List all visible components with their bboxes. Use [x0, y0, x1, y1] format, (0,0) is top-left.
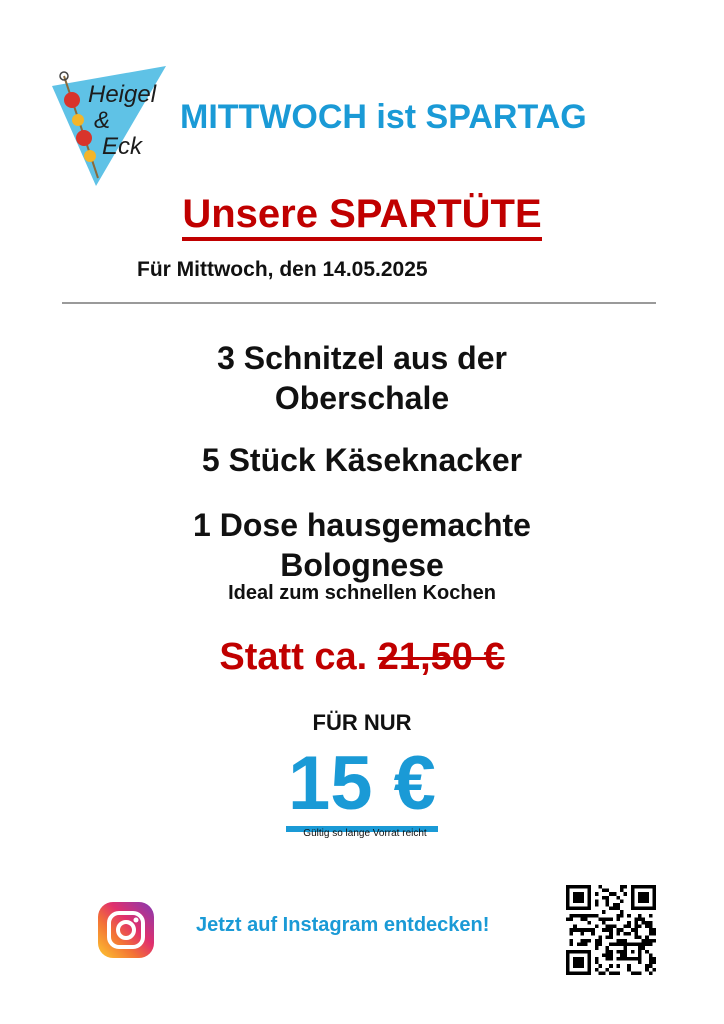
offer-item-1-line1: 3 Schnitzel aus der: [217, 340, 507, 376]
date-line: Für Mittwoch, den 14.05.2025: [137, 258, 428, 281]
offer-item-3-note: Ideal zum schnellen Kochen: [228, 582, 496, 604]
logo-text-line3: Eck: [102, 133, 143, 160]
validity-note: [0, 828, 724, 839]
logo-text-line1: Heigel: [88, 81, 157, 108]
brand-logo: [50, 62, 168, 186]
page-title-text: Unsere SPARTÜTE: [182, 192, 541, 241]
offer-label: FÜR NUR: [312, 710, 412, 735]
offer-item-1: [0, 338, 724, 418]
offer-item-3-line1: 1 Dose hausgemachte: [193, 507, 531, 543]
offer-price-text: 15 €: [286, 741, 438, 832]
divider: [62, 302, 656, 304]
logo-text-line2: &: [94, 107, 111, 134]
validity-note-text: Gültig so lange Vorrat reicht: [303, 828, 427, 839]
offer-item-3: [0, 505, 724, 585]
qr-code-icon: [566, 885, 656, 975]
old-price: [0, 636, 724, 679]
instagram-link[interactable]: Jetzt auf Instagram entdecken!: [196, 914, 490, 936]
instagram-icon[interactable]: [96, 900, 156, 960]
offer-price: [0, 741, 724, 826]
offer-item-3-line2: Bolognese: [280, 547, 444, 583]
page-title: [0, 192, 724, 237]
old-price-prefix: Statt ca.: [219, 636, 368, 678]
offer-item-1-line2: Oberschale: [274, 380, 450, 416]
offer-item-2-line1: 5 Stück Käseknacker: [201, 442, 523, 478]
headline: MITTWOCH ist SPARTAG: [180, 98, 587, 136]
old-price-amount: 21,50 €: [377, 636, 505, 678]
offer-item-2: [0, 440, 724, 480]
